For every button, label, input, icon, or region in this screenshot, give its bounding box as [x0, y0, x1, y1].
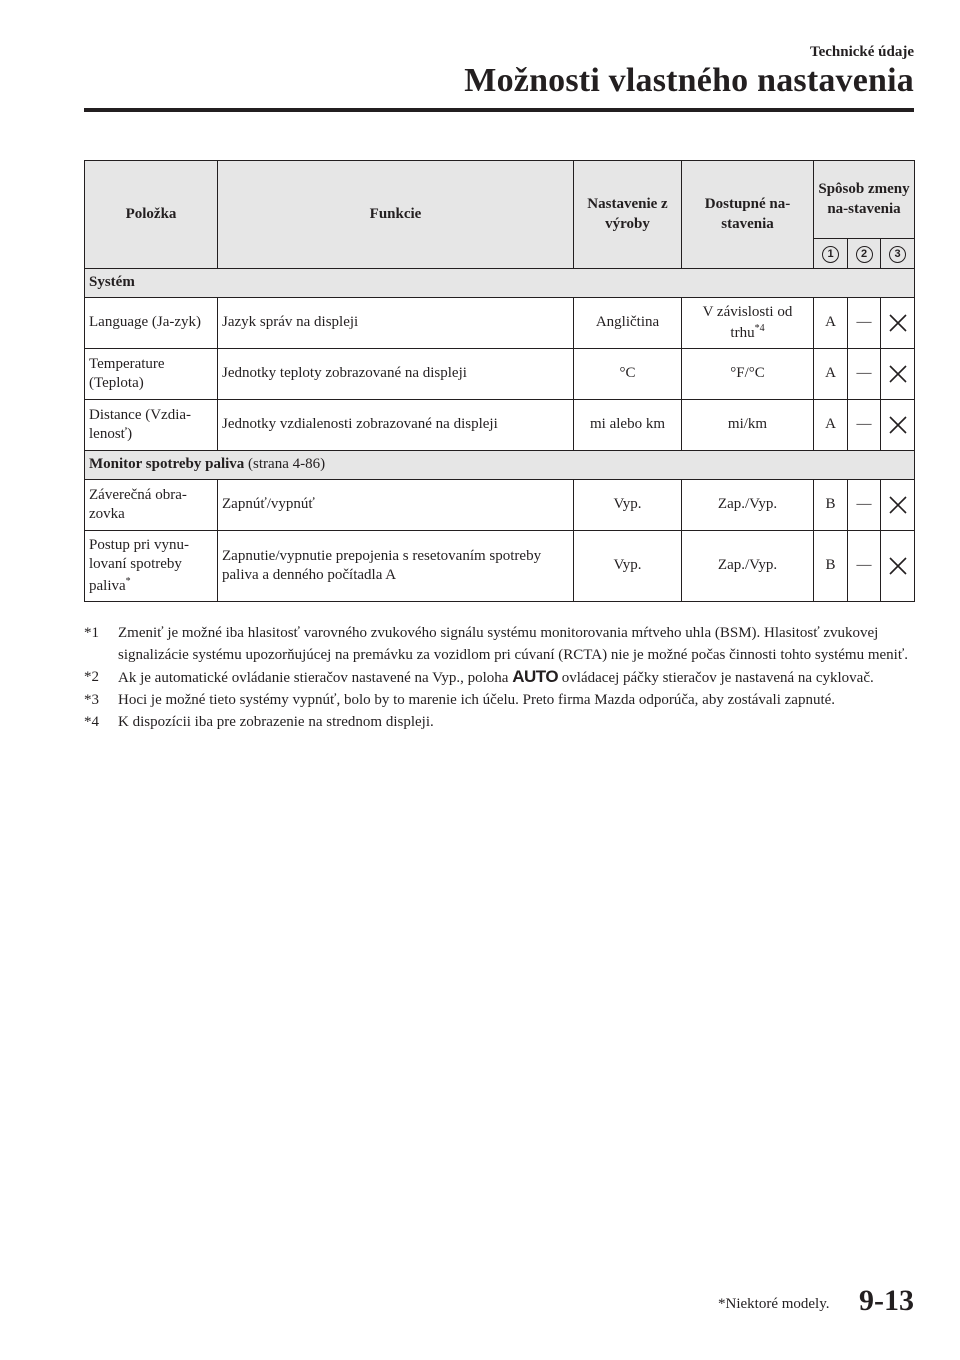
settings-table [84, 160, 915, 602]
page-number: 9-13 [859, 1284, 914, 1317]
section-label: Technické údaje [809, 44, 914, 60]
function-cell: Jednotky vzdialenosti zobrazované na displeji [218, 400, 574, 451]
x-mark-icon [888, 495, 908, 515]
footnote-text: Ak je automatické ovládanie stieračov nastavené na Vyp., poloha [118, 670, 509, 686]
function-cell: Jazyk správ na displeji [218, 298, 574, 349]
factory-cell: Vyp. [574, 531, 682, 602]
x-mark-icon [888, 364, 908, 384]
available-value: V závislosti od trhu [702, 303, 793, 341]
factory-cell: °C [574, 349, 682, 400]
method-3-cell [881, 531, 915, 602]
item-cell [85, 531, 218, 602]
available-cell: Zap./Vyp. [682, 480, 814, 531]
method-2-cell: — [848, 400, 881, 451]
item-cell: Temperature (Teplota) [85, 349, 218, 400]
footnote-mark: *3 [84, 692, 99, 708]
method-3-cell [881, 400, 915, 451]
footnote-text-continued: ovládacej páčky stieračov je nastavená na cyklovač. [561, 670, 874, 686]
method-1-cell: A [814, 400, 848, 451]
section-page-ref: (strana 4-86) [248, 456, 326, 473]
circled-number-2: 2 [856, 246, 873, 263]
footnote-ref: * [125, 575, 131, 587]
table-row [85, 298, 915, 349]
item-cell: Distance (Vzdia-lenosť) [85, 400, 218, 451]
header-method-2 [848, 239, 881, 269]
section-title: Monitor spotreby paliva [89, 456, 245, 473]
available-cell: Zap./Vyp. [682, 531, 814, 602]
function-cell: Zapnutie/vypnutie prepojenia s resetovaním spotreby paliva a denného počítadla A [218, 531, 574, 602]
header-function: Funkcie [218, 161, 574, 269]
footnote-text: K dispozícii iba pre zobrazenie na strednom displeji. [118, 714, 434, 730]
function-cell: Zapnúť/vypnúť [218, 480, 574, 531]
footnote-ref: *4 [754, 323, 765, 334]
footnotes [84, 622, 914, 733]
footnote-mark: *1 [84, 625, 99, 641]
footnote-1 [84, 622, 914, 666]
method-2-cell: — [848, 531, 881, 602]
section-title: Systém [89, 274, 135, 291]
method-2-cell: — [848, 298, 881, 349]
title-rule [84, 108, 914, 112]
item-cell: Záverečná obra-zovka [85, 480, 218, 531]
factory-cell: mi alebo km [574, 400, 682, 451]
factory-cell: Angličtina [574, 298, 682, 349]
footnote-text: Hoci je možné tieto systémy vypnúť, bolo by to marenie ich účelu. Preto firma Mazda odporúča, aby zostávali zapnuté. [118, 692, 836, 708]
method-1-cell: A [814, 298, 848, 349]
header-method-1 [814, 239, 848, 269]
header-available: Dostupné na-stavenia [682, 161, 814, 269]
footnote-3 [84, 689, 914, 711]
item-label: Postup pri vynu-lovaní spotreby paliva [89, 536, 190, 594]
table-row [85, 400, 915, 451]
table-row [85, 349, 915, 400]
available-cell: °F/°C [682, 349, 814, 400]
footnote-mark: *4 [84, 714, 99, 730]
table-row [85, 531, 915, 602]
available-cell: mi/km [682, 400, 814, 451]
footnote-text: Zmeniť je možné iba hlasitosť varovného zvukového signálu systému monitorovania mŕtveho uhla (BSM). Hlasitosť zvukovej signalizácie systému upozorňujúcej na premávku za vozidlom pri cúvaní (RCTA) nie je možné počas činnosti tohto systému meniť. [118, 625, 909, 663]
method-2-cell: — [848, 480, 881, 531]
circled-number-3: 3 [889, 246, 906, 263]
method-1-cell: B [814, 531, 848, 602]
method-3-cell [881, 480, 915, 531]
auto-badge: AUTO [512, 667, 559, 686]
method-2-cell: — [848, 349, 881, 400]
method-3-cell [881, 298, 915, 349]
header-method-3 [881, 239, 915, 269]
footnote-mark: *2 [84, 669, 99, 685]
table-row [85, 480, 915, 531]
available-cell [682, 298, 814, 349]
function-cell: Jednotky teploty zobrazované na displeji [218, 349, 574, 400]
header-item: Položka [85, 161, 218, 269]
x-mark-icon [888, 415, 908, 435]
circled-number-1: 1 [822, 246, 839, 263]
item-cell: Language (Ja-zyk) [85, 298, 218, 349]
models-note: *Niektoré modely. [718, 1296, 830, 1312]
page-title: Možnosti vlastného nastavenia [464, 62, 914, 99]
header-method: Spôsob zmeny na-stavenia [814, 161, 915, 239]
method-1-cell: A [814, 349, 848, 400]
method-3-cell [881, 349, 915, 400]
method-1-cell: B [814, 480, 848, 531]
section-row-fuel-monitor [85, 451, 915, 480]
x-mark-icon [888, 313, 908, 333]
footnote-2 [84, 666, 914, 689]
footnote-4 [84, 711, 914, 733]
x-mark-icon [888, 556, 908, 576]
factory-cell: Vyp. [574, 480, 682, 531]
header-factory: Nastavenie z výroby [574, 161, 682, 269]
section-row-system [85, 269, 915, 298]
